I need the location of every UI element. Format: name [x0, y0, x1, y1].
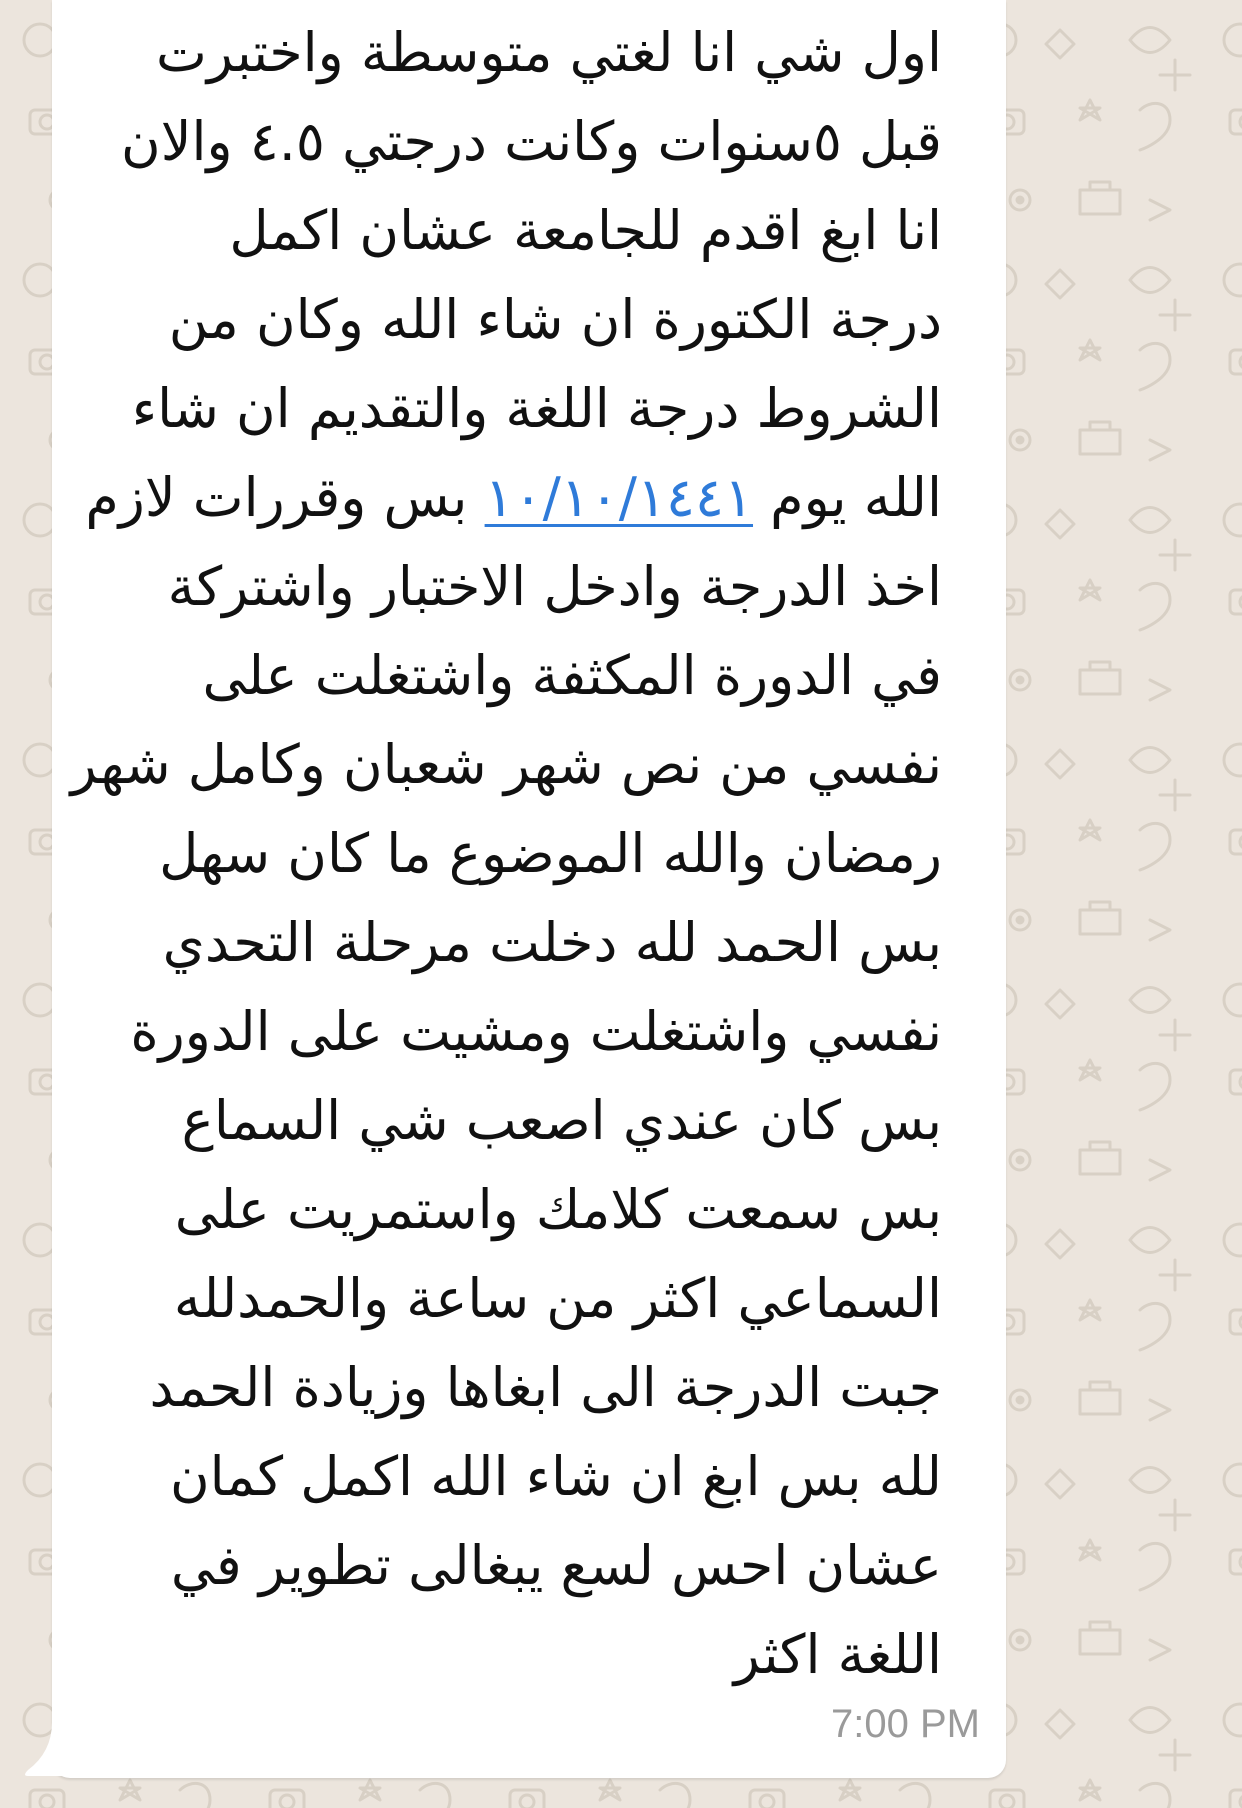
message-line [42, 542, 942, 631]
message-text-segment: بس كان عندي اصعب شي السماع [181, 1089, 942, 1152]
message-line [42, 1610, 942, 1699]
message-text-segment: بس الحمد لله دخلت مرحلة التحدي [162, 911, 942, 974]
message-text-segment: بس وقررات لازم [85, 466, 485, 529]
message-text-segment: قبل ٥سنوات وكانت درجتي ٤.٥ والان [121, 110, 942, 173]
message-text-segment: اللغة اكثر [733, 1623, 942, 1686]
message-line [42, 1343, 942, 1432]
message-line [42, 453, 942, 542]
message-text-segment: الشروط درجة اللغة والتقديم ان شاء [131, 377, 942, 440]
message-line [42, 987, 942, 1076]
message-line [42, 809, 942, 898]
message-text-segment: اول شي انا لغتي متوسطة واختبرت [156, 21, 942, 84]
message-text-segment: الله يوم [753, 466, 942, 529]
message-text-segment: بس سمعت كلامك واستمريت على [174, 1178, 942, 1241]
message-line [42, 720, 942, 809]
message-line [42, 1521, 942, 1610]
message-text-segment: في الدورة المكثفة واشتغلت على [202, 644, 942, 707]
message-text-segment: اخذ الدرجة وادخل الاختبار واشتركة [167, 555, 942, 618]
message-text [42, 8, 942, 1699]
message-text-segment: رمضان والله الموضوع ما كان سهل [159, 822, 942, 885]
message-line [42, 631, 942, 720]
message-text-segment: نفسي واشتغلت ومشيت على الدورة [130, 1000, 942, 1063]
message-text-segment: عشان احس لسع يبغالى تطوير في [170, 1534, 942, 1597]
message-line [42, 1254, 942, 1343]
message-line [42, 97, 942, 186]
message-line [42, 186, 942, 275]
message-text-segment: نفسي من نص شهر شعبان وكامل شهر [70, 733, 942, 796]
message-text-segment: انا ابغ اقدم للجامعة عشان اكمل [229, 199, 942, 262]
message-text-segment: لله بس ابغ ان شاء الله اكمل كمان [170, 1445, 942, 1508]
message-line [42, 1076, 942, 1165]
message-line [42, 1165, 942, 1254]
message-bubble[interactable] [52, 0, 1006, 1778]
message-text-segment: جبت الدرجة الى ابغاها وزيادة الحمد [149, 1356, 942, 1419]
message-text-segment: درجة الكتورة ان شاء الله وكان من [168, 288, 942, 351]
message-line [42, 8, 942, 97]
message-line [42, 364, 942, 453]
message-line [42, 1432, 942, 1521]
date-link[interactable]: ١٠/١٠/١٤٤١ [484, 466, 754, 529]
message-timestamp: 7:00 PM [831, 1702, 980, 1746]
message-line [42, 898, 942, 987]
message-line [42, 275, 942, 364]
bubble-tail-icon [22, 1722, 62, 1776]
message-text-segment: السماعي اكثر من ساعة والحمدلله [173, 1267, 942, 1330]
